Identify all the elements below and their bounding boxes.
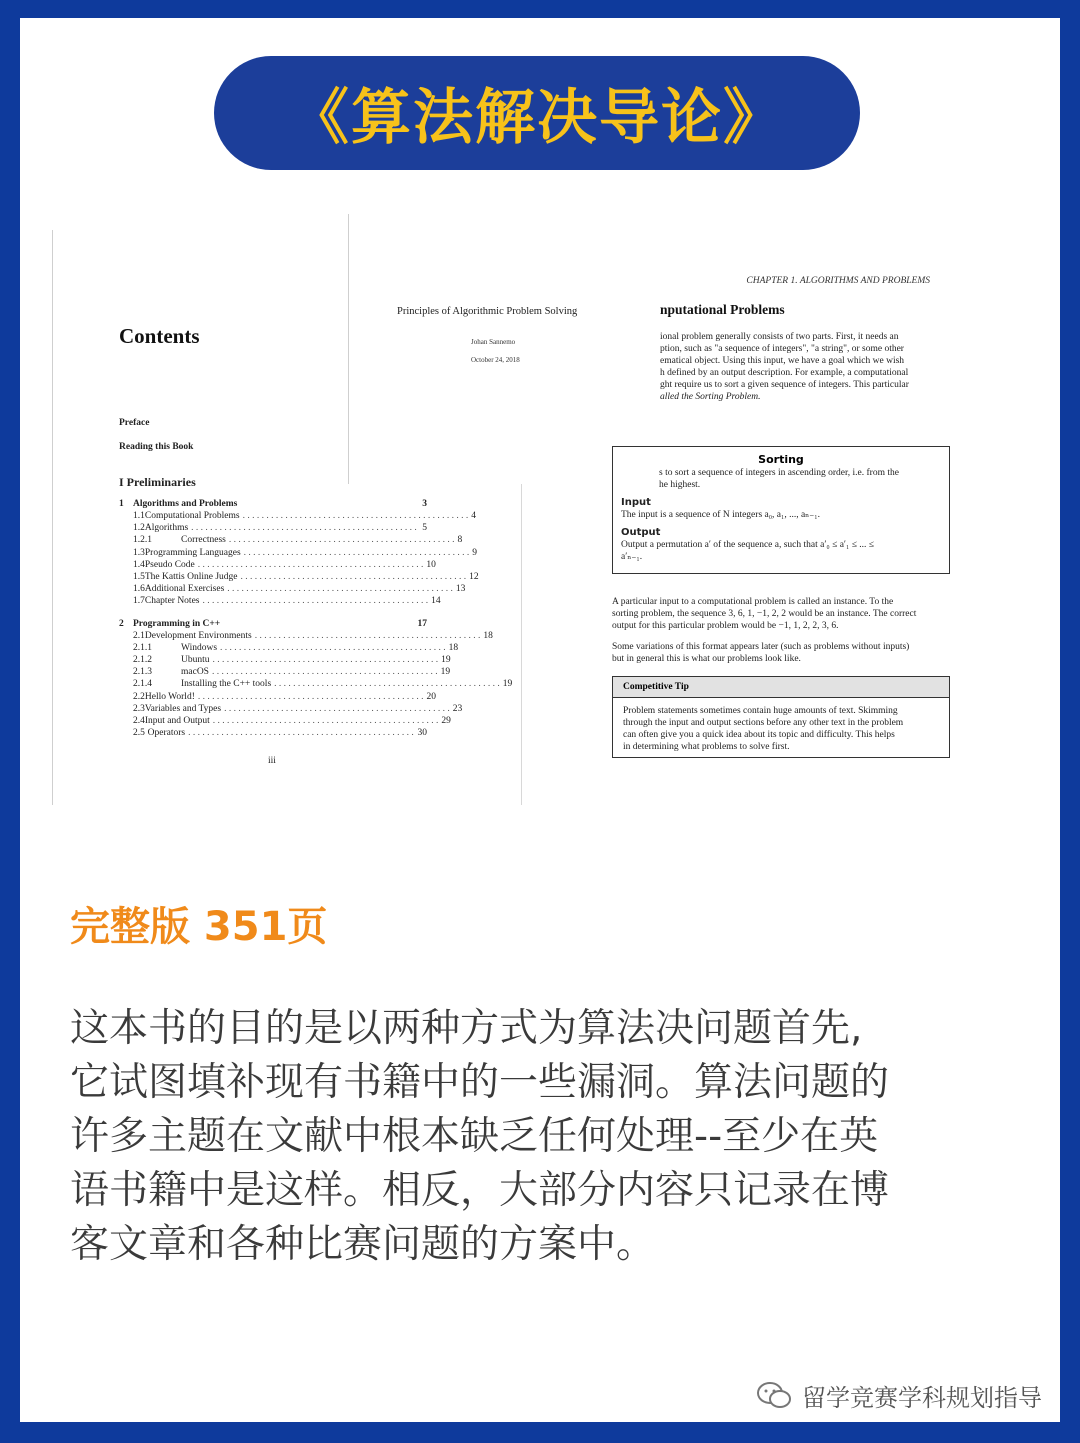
toc-number: 1.4 <box>133 560 145 570</box>
full-version-label: 完整版 351页 <box>70 904 328 950</box>
variations-paragraph <box>612 641 909 665</box>
output-label: Output <box>621 527 661 538</box>
toc-label: The Kattis Online Judge <box>144 572 238 582</box>
competitive-tip-box <box>612 676 950 758</box>
toc-number: 2.1 <box>133 631 145 641</box>
toc-number: 2.1.2 <box>133 655 152 665</box>
tip-text <box>623 705 903 753</box>
toc-label: Programming in C++ <box>133 619 221 629</box>
tip-line: in determining what problems to solve first. <box>623 742 790 752</box>
toc-number: 2.1.1 <box>133 643 152 653</box>
toc-row <box>119 584 466 596</box>
toc-row <box>119 548 478 560</box>
tip-line: Problem statements sometimes contain huge amounts of text. Skimming <box>623 706 898 716</box>
toc-number: 2.1.3 <box>133 667 152 677</box>
intro-line: alled the Sorting Problem. <box>660 392 761 402</box>
toc-label: Development Environments <box>144 631 252 641</box>
toc-number: 2.2 <box>133 692 145 702</box>
toc-row <box>119 631 493 643</box>
description-line: 许多主题在文献中根本缺乏任何处理--至少在英 <box>70 1114 879 1159</box>
toc-row <box>119 560 436 572</box>
toc-label: Hello World! <box>144 692 195 702</box>
watermark <box>756 1378 1042 1413</box>
intro-line: ional problem generally consists of two parts. First, it needs an <box>660 332 899 342</box>
toc-label: Ubuntu <box>181 655 210 665</box>
toc-label: Input and Output <box>144 716 210 726</box>
toc-leader: . . . . . . . . . . . . . . . . . . . . . . . . . . . . . . . . . . . . . . . . . . . . . . . . <box>227 584 453 594</box>
toc-leader: . . . . . . . . . . . . . . . . . . . . . . . . . . . . . . . . . . . . . . . . . . . . . . . . <box>202 596 429 606</box>
title-banner <box>214 56 860 170</box>
toc-row <box>119 716 451 728</box>
toc-page: 12 <box>469 572 479 582</box>
desc-line: he highest. <box>659 480 701 490</box>
description-text <box>70 1002 1030 1272</box>
tip-line: can often give you a quick idea about its topic and difficulty. This helps <box>623 730 895 740</box>
description-line: 客文章和各种比赛问题的方案中。 <box>70 1222 656 1267</box>
toc-page: 14 <box>431 596 441 606</box>
toc-row <box>119 572 479 584</box>
toc-number: 1.2 <box>133 523 145 533</box>
toc-label: Chapter Notes <box>144 596 200 606</box>
toc-row <box>119 728 427 740</box>
toc-leader: . . . . . . . . . . . . . . . . . . . . . . . . . . . . . . . . . . . . . . . . . . . . . . . . <box>254 631 481 641</box>
toc-label: Additional Exercises <box>144 584 225 594</box>
toc-number: 1 <box>119 499 124 509</box>
para-line: A particular input to a computational problem is called an instance. To the <box>612 597 894 607</box>
toc-row <box>119 596 441 608</box>
intro-line: ght require us to sort a given sequence of integers. This particular <box>660 380 909 390</box>
toc-row <box>119 643 459 655</box>
toc-leader: . . . . . . . . . . . . . . . . . . . . . . . . . . . . . . . . . . . . . . . . . . . . . . . . <box>191 523 417 533</box>
toc-number: 2 <box>119 619 124 629</box>
instance-paragraph <box>612 596 916 632</box>
toc-leader: . . . . . . . . . . . . . . . . . . . . . . . . . . . . . . . . . . . . . . . . . . . . . . . . <box>188 728 414 738</box>
toc-number: 2.1.4 <box>133 679 152 689</box>
wechat-icon <box>756 1381 792 1411</box>
page-number: iii <box>268 756 276 766</box>
toc-page: 5 <box>422 523 427 533</box>
toc-leader: . . . . . . . . . . . . . . . . . . . . . . . . . . . . . . . . . . . . . . . . . . . . . . . . <box>242 511 469 521</box>
output-line: Output a permutation a′ of the sequence a, such that a′₀ ≤ a′₁ ≤ ... ≤ <box>621 540 874 550</box>
contents-heading: Contents <box>119 324 200 348</box>
para-line: but in general this is what our problems look like. <box>612 654 801 664</box>
toc-label: Algorithms and Problems <box>133 499 238 509</box>
output-line: a′ₙ₋₁. <box>621 552 643 562</box>
toc-row <box>119 619 427 631</box>
toc-number: 1.3 <box>133 548 145 558</box>
input-text: The input is a sequence of N integers a₀, a₁, ..., aₙ₋₁. <box>621 510 820 520</box>
toc-number: 1.7 <box>133 596 145 606</box>
toc-leader: . . . . . . . . . . . . . . . . . . . . . . . . . . . . . . . . . . . . . . . . . . . . . . . . <box>243 548 470 558</box>
toc-label: macOS <box>181 667 209 677</box>
toc-number: 2.3 <box>133 704 145 714</box>
toc-leader: . . . . . . . . . . . . . . . . . . . . . . . . . . . . . . . . . . . . . . . . . . . . . . . . <box>211 667 438 677</box>
description-line: 这本书的目的是以两种方式为算法决问题首先, <box>70 1006 863 1051</box>
toc-label: Algorithms <box>144 523 189 533</box>
toc-row <box>119 535 463 547</box>
toc-leader: . . . . . . . . . . . . . . . . . . . . . . . . . . . . . . . . . . . . . . . . . . . . . . . . <box>240 572 467 582</box>
toc-page: 17 <box>417 619 427 629</box>
toc-label: Operators <box>147 728 186 738</box>
toc-leader <box>223 619 410 631</box>
chapter-page <box>590 270 940 760</box>
toc-label: Correctness <box>181 535 226 545</box>
toc-leader: . . . . . . . . . . . . . . . . . . . . . . . . . . . . . . . . . . . . . . . . . . . . . . . . <box>274 679 500 689</box>
intro-line: ption, such as "a sequence of integers", "a string", or some other <box>660 344 904 354</box>
toc-leader: . . . . . . . . . . . . . . . . . . . . . . . . . . . . . . . . . . . . . . . . . . . . . . . . <box>224 704 450 714</box>
reading-entry: Reading this Book <box>119 442 194 452</box>
output-text <box>621 539 874 563</box>
para-line: output for this particular problem would be −1, 1, 2, 2, 3, 6. <box>612 621 839 631</box>
toc-label: Variables and Types <box>144 704 222 714</box>
section-title: nputational Problems <box>660 302 785 317</box>
toc-row <box>119 499 427 511</box>
toc-page: 30 <box>417 728 427 738</box>
toc-number: 1.6 <box>133 584 145 594</box>
toc-number: 2.4 <box>133 716 145 726</box>
intro-line: h defined by an output description. For example, a computational <box>660 368 909 378</box>
toc-page: 18 <box>448 643 459 653</box>
sorting-title: Sorting <box>758 453 804 466</box>
toc-page: 13 <box>455 584 466 594</box>
toc-page: 3 <box>422 499 427 509</box>
toc-row <box>119 679 513 691</box>
para-line: Some variations of this format appears later (such as problems without inputs) <box>612 642 910 652</box>
intro-paragraph <box>660 331 940 403</box>
toc-label: Installing the C++ tools <box>181 679 272 689</box>
toc-page: 19 <box>502 679 513 689</box>
toc-row <box>119 511 476 523</box>
toc-number: 1.2.1 <box>133 535 152 545</box>
description-line: 它试图填补现有书籍中的一些漏洞。算法问题的 <box>70 1060 890 1105</box>
toc-row <box>119 692 436 704</box>
date: October 24, 2018 <box>471 356 520 364</box>
toc-leader: . . . . . . . . . . . . . . . . . . . . . . . . . . . . . . . . . . . . . . . . . . . . . . . . <box>212 655 439 665</box>
toc-label: Pseudo Code <box>144 560 195 570</box>
toc-page: 29 <box>441 716 451 726</box>
toc-page: 19 <box>441 655 451 665</box>
toc-label: Computational Problems <box>144 511 240 521</box>
toc-number: 1.1 <box>133 511 145 521</box>
toc-leader <box>240 499 410 511</box>
book-title: 《算法解决导论》 <box>289 83 785 153</box>
para-line: sorting problem, the sequence 3, 6, 1, −1, 2, 2 would be an instance. The correct <box>612 609 917 619</box>
part-heading: I Preliminaries <box>119 475 196 489</box>
toc-page: 18 <box>483 631 493 641</box>
toc-label: Windows <box>181 643 218 653</box>
toc-page: 19 <box>440 667 451 677</box>
chapter-header: CHAPTER 1. ALGORITHMS AND PROBLEMS <box>746 276 930 286</box>
tip-title: Competitive Tip <box>613 677 949 698</box>
toc-leader: . . . . . . . . . . . . . . . . . . . . . . . . . . . . . . . . . . . . . . . . . . . . . . . . <box>220 643 446 653</box>
toc-label: Programming Languages <box>144 548 241 558</box>
toc-page: 8 <box>457 535 463 545</box>
toc-page: 10 <box>426 560 436 570</box>
toc-page: 4 <box>471 511 476 521</box>
toc-leader: . . . . . . . . . . . . . . . . . . . . . . . . . . . . . . . . . . . . . . . . . . . . . . . . <box>197 560 424 570</box>
book-title-en: Principles of Algorithmic Problem Solving <box>397 306 578 317</box>
desc-line: s to sort a sequence of integers in ascending order, i.e. from the <box>659 468 899 478</box>
toc-page: 9 <box>472 548 478 558</box>
toc-row <box>119 667 451 679</box>
intro-line: ematical object. Using this input, we have a goal which we wish <box>660 356 905 366</box>
tip-line: through the input and output sections before any other text in the problem <box>623 718 904 728</box>
toc-leader: . . . . . . . . . . . . . . . . . . . . . . . . . . . . . . . . . . . . . . . . . . . . . . . . <box>228 535 455 545</box>
toc-leader: . . . . . . . . . . . . . . . . . . . . . . . . . . . . . . . . . . . . . . . . . . . . . . . . <box>197 692 424 702</box>
sorting-box <box>612 446 950 574</box>
preface-entry: Preface <box>119 418 150 428</box>
toc-row <box>119 523 427 535</box>
watermark-text: 留学竞赛学科规划指导 <box>802 1384 1042 1412</box>
description-line: 语书籍中是这样。相反，大部分内容只记录在博 <box>70 1168 890 1213</box>
toc-number: 1.5 <box>133 572 145 582</box>
toc-row <box>119 655 451 667</box>
toc-leader: . . . . . . . . . . . . . . . . . . . . . . . . . . . . . . . . . . . . . . . . . . . . . . . . <box>212 716 439 726</box>
toc-page: 20 <box>426 692 436 702</box>
toc-number: 2.5 <box>133 728 145 738</box>
toc-page: 23 <box>452 704 463 714</box>
toc-row <box>119 704 463 716</box>
input-label: Input <box>621 497 651 508</box>
author: Johan Sannemo <box>471 338 516 346</box>
sorting-desc <box>659 467 899 491</box>
